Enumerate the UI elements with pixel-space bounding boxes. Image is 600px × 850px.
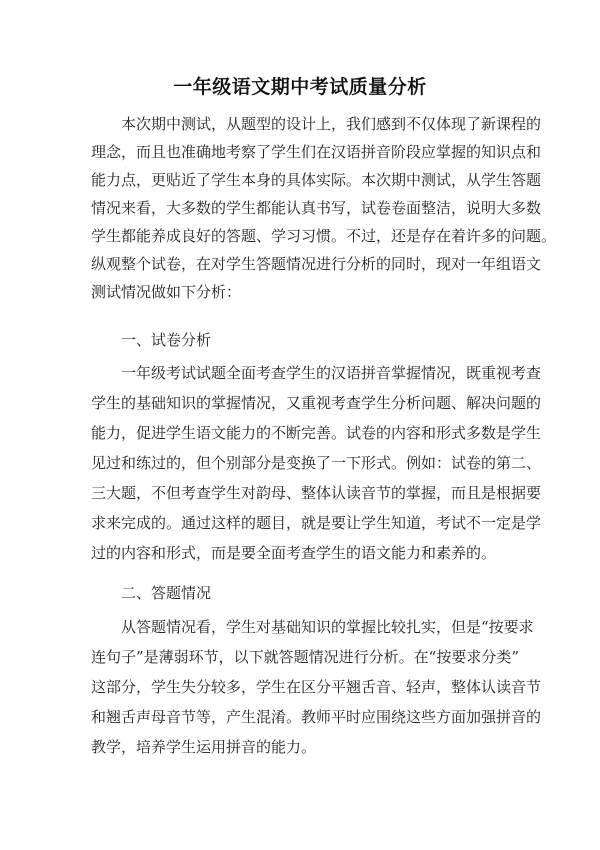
paragraph-line: 测试情况做如下分析：	[91, 283, 242, 301]
paragraph-line: 情况来看，大多数的学生都能认真书写，试卷卷面整洁，说明大多数	[91, 199, 542, 217]
paragraph-line: 教学，培养学生运用拼音的能力。	[91, 738, 317, 756]
paragraph-line: 三大题，不但考查学生对韵母、整体认读音节的掌握，而且是根据要	[91, 484, 542, 502]
paragraph-line: 和翘舌声母音节等，产生混淆。教师平时应围绕这些方面加强拼音的	[91, 708, 542, 726]
paragraph-line: 能力，促进学生语文能力的不断完善。试卷的内容和形式多数是学生	[91, 424, 542, 442]
paragraph-line: 学生都能养成良好的答题、学习习惯。不过，还是存在着许多的问题。	[91, 227, 557, 245]
section-heading-1: 一、试卷分析	[121, 331, 212, 349]
paragraph-line: 能力点，更贴近了学生本身的具体实际。本次期中测试，从学生答题	[91, 171, 542, 189]
paragraph-line: 一年级考试试题全面考查学生的汉语拼音掌握情况，既重视考查	[121, 364, 542, 382]
paragraph-line: 这部分，学生失分较多，学生在区分平翘舌音、轻声，整体认读音节	[91, 678, 542, 696]
paragraph-line: 本次期中测试，从题型的设计上，我们感到不仅体现了新课程的	[121, 115, 542, 133]
document-title: 一年级语文期中考试质量分析	[173, 76, 427, 98]
paragraph-line: 求来完成的。通过这样的题目，就是要让学生知道，考试不一定是学	[91, 514, 542, 532]
section-heading-2: 二、答题情况	[121, 584, 212, 602]
paragraph-line: 从答题情况看，学生对基础知识的掌握比较扎实，但是“按要求	[121, 618, 534, 636]
paragraph-line: 理念，而且也准确地考察了学生们在汉语拼音阶段应掌握的知识点和	[91, 143, 542, 161]
paragraph-line: 过的内容和形式，而是要全面考查学生的语文能力和素养的。	[91, 544, 497, 562]
paragraph-line: 学生的基础知识的掌握情况，又重视考查学生分析问题、解决问题的	[91, 394, 542, 412]
paragraph-line: 见过和练过的，但个别部分是变换了一下形式。例如：试卷的第二、	[91, 454, 542, 472]
paragraph-line: 纵观整个试卷，在对学生答题情况进行分析的同时，现对一年组语文	[91, 255, 542, 273]
paragraph-line: 连句子”是薄弱环节，以下就答题情况进行分析。在“按要求分类”	[91, 648, 520, 666]
